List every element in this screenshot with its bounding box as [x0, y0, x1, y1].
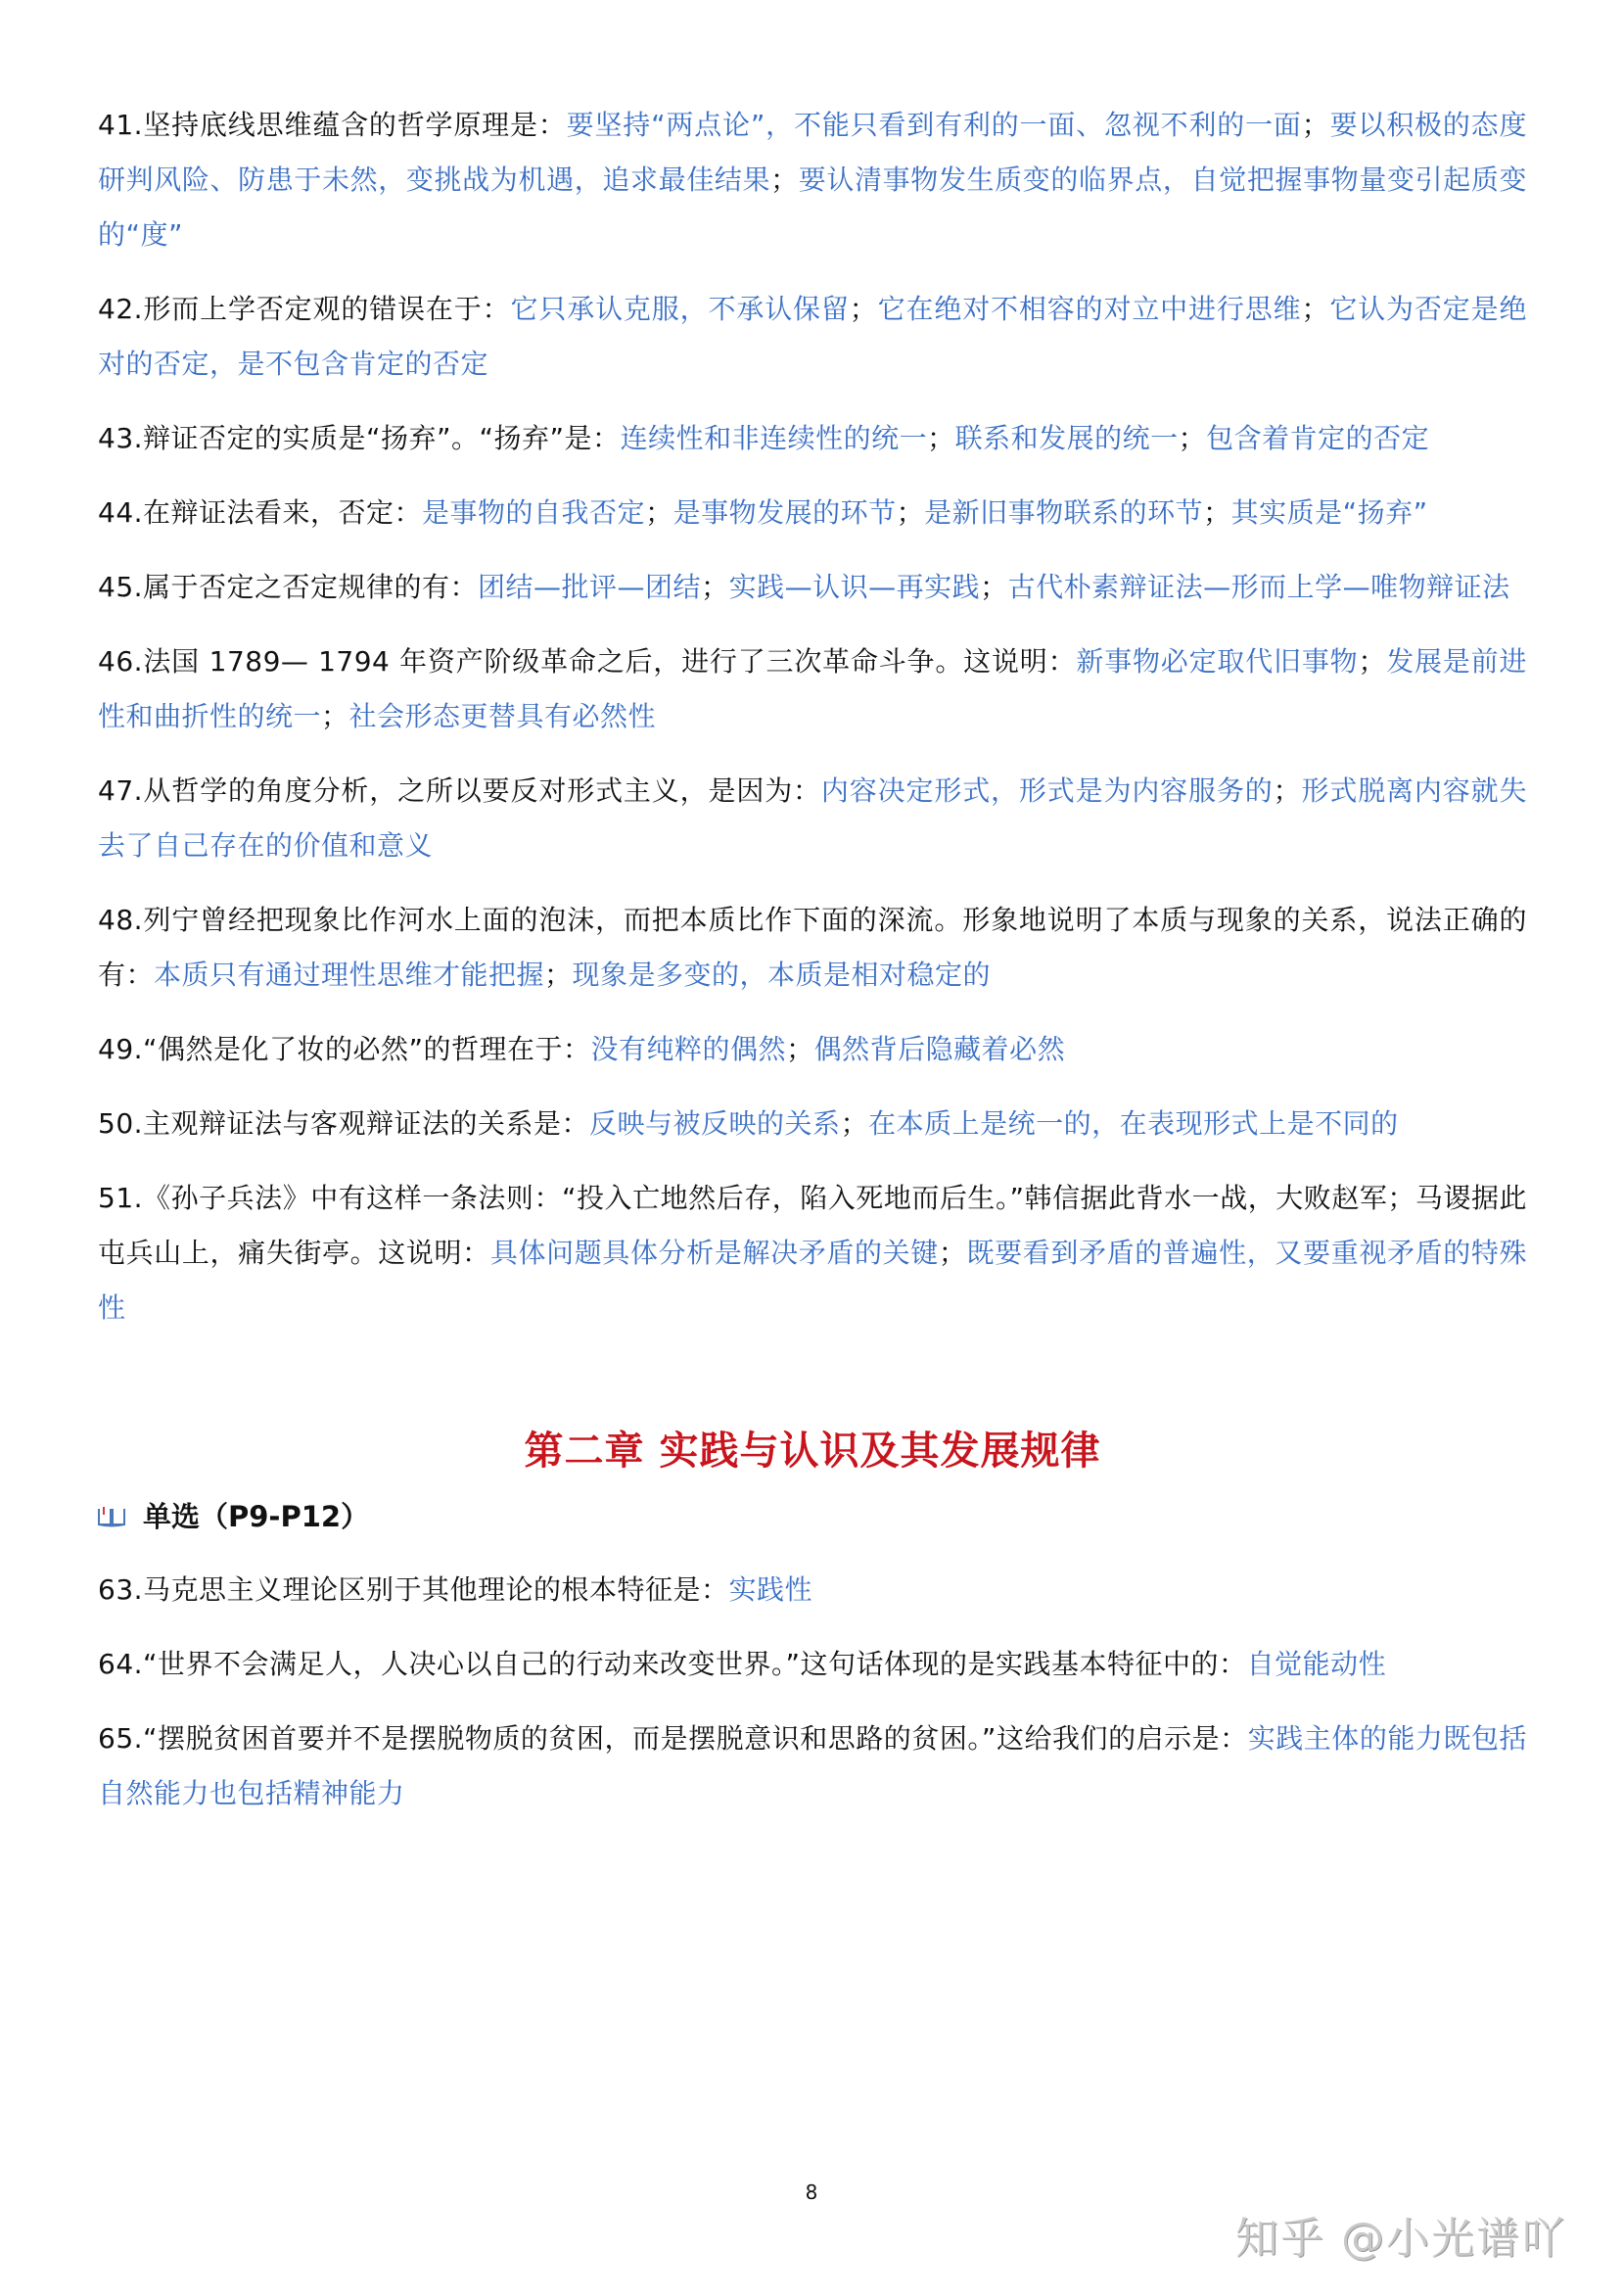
question-item	[98, 98, 1527, 262]
answer-text: 反映与被反映的关系	[589, 1107, 841, 1140]
question-text: 在辩证法看来，否定：	[143, 496, 423, 529]
question-number: 49.	[98, 1033, 144, 1065]
question-number: 64.	[98, 1648, 144, 1680]
question-number: 46.	[98, 645, 144, 678]
question-number: 42.	[98, 293, 144, 325]
answer-text: 包含着肯定的否定	[1206, 422, 1430, 454]
answer-text: 实践—认识—再实践	[728, 571, 981, 603]
question-item	[98, 486, 1527, 540]
document-page	[98, 98, 1527, 1841]
answer-separator: ；	[1203, 496, 1231, 529]
question-text: 从哲学的角度分析，之所以要反对形式主义，是因为：	[143, 774, 821, 807]
answer-text: 要坚持“两点论”，不能只看到有利的一面、忽视不利的一面	[566, 109, 1302, 141]
question-text: 主观辩证法与客观辩证法的关系是：	[143, 1107, 590, 1140]
question-item	[98, 411, 1527, 466]
answer-separator: ；	[938, 1237, 967, 1269]
answer-separator: ；	[849, 293, 878, 325]
question-number: 65.	[98, 1722, 144, 1755]
answer-text: 社会形态更替具有必然性	[348, 700, 657, 732]
section-label: 单选（P9-P12）	[143, 1500, 370, 1533]
answer-text: 形式脱离内容就失去了自己存在的价值和意义	[98, 774, 1527, 862]
answer-text: 现象是多变的，本质是相对稳定的	[572, 959, 992, 991]
book-icon	[98, 1506, 125, 1525]
question-item	[98, 1022, 1527, 1077]
answer-text: 自觉能动性	[1246, 1648, 1387, 1680]
answer-text: 要认清事物发生质变的临界点，自觉把握事物量变引起质变的“度”	[98, 164, 1527, 251]
answer-separator: ；	[1358, 645, 1386, 678]
answer-text: 它只承认克服，不承认保留	[510, 293, 850, 325]
question-item	[98, 893, 1527, 1003]
section-header	[98, 1495, 1527, 1535]
answer-separator: ；	[1273, 774, 1302, 807]
answer-separator: ；	[1301, 109, 1330, 141]
question-text: 马克思主义理论区别于其他理论的根本特征是：	[143, 1573, 729, 1606]
answer-text: 具体问题具体分析是解决矛盾的关键	[489, 1237, 939, 1269]
question-list	[98, 98, 1527, 1335]
answer-separator: ；	[927, 422, 955, 454]
question-number: 63.	[98, 1573, 144, 1606]
answer-separator: ；	[786, 1033, 814, 1065]
question-item	[98, 634, 1527, 744]
question-text: 形而上学否定观的错误在于：	[143, 293, 511, 325]
question-item	[98, 282, 1527, 392]
page-number: 8	[805, 2180, 818, 2204]
question-number: 47.	[98, 774, 144, 807]
question-number: 43.	[98, 422, 144, 454]
answer-text: 发展是前进性和曲折性的统一	[98, 645, 1527, 732]
answer-text: 新事物必定取代旧事物	[1076, 645, 1359, 678]
answer-text: 它在绝对不相容的对立中进行思维	[877, 293, 1302, 325]
answer-text: 实践主体的能力既包括自然能力也包括精神能力	[98, 1722, 1527, 1809]
answer-text: 其实质是“扬弃”	[1230, 496, 1428, 529]
answer-separator: ；	[1178, 422, 1207, 454]
answer-text: 实践性	[728, 1573, 813, 1606]
answer-separator: ；	[645, 496, 673, 529]
question-item	[98, 1171, 1527, 1335]
chapter-title: 第二章 实践与认识及其发展规律	[524, 1429, 1101, 1474]
answer-separator: ；	[840, 1107, 869, 1140]
answer-separator: ；	[701, 571, 729, 603]
answer-text: 本质只有通过理性思维才能把握	[154, 959, 545, 991]
answer-text: 连续性和非连续性的统一	[620, 422, 928, 454]
answer-separator: ；	[896, 496, 925, 529]
answer-text: 要以积极的态度研判风险、防患于未然，变挑战为机遇，追求最佳结果	[98, 109, 1527, 196]
answer-separator: ；	[321, 700, 349, 732]
answer-separator: ；	[1301, 293, 1329, 325]
answer-text: 是事物的自我否定	[422, 496, 646, 529]
question-item	[98, 560, 1527, 615]
answer-text: 团结—批评—团结	[478, 571, 702, 603]
question-text: 法国 1789— 1794 年资产阶级革命之后，进行了三次革命斗争。这说明：	[143, 645, 1077, 678]
question-text: 辩证否定的实质是“扬弃”。“扬弃”是：	[143, 422, 621, 454]
question-text: 《孙子兵法》中有这样一条法则：“投入亡地然后存，陷入死地而后生。”韩信据此背水一战，大败赵军；马谡据此屯兵山上，痛失街亭。这说明：	[98, 1182, 1527, 1269]
question-item	[98, 1711, 1527, 1821]
answer-text: 在本质上是统一的，在表现形式上是不同的	[868, 1107, 1399, 1140]
question-number: 50.	[98, 1107, 144, 1140]
question-text: 列宁曾经把现象比作河水上面的泡沫，而把本质比作下面的深流。形象地说明了本质与现象的关系，说法正确的有：	[98, 904, 1527, 991]
answer-separator: ；	[544, 959, 573, 991]
question-number: 48.	[98, 904, 144, 936]
question-item	[98, 1097, 1527, 1151]
answer-text: 既要看到矛盾的普遍性，又要重视矛盾的特殊性	[98, 1237, 1527, 1324]
question-number: 51.	[98, 1182, 144, 1214]
question-number: 41.	[98, 109, 144, 141]
question-text: “摆脱贫困首要并不是摆脱物质的贫困，而是摆脱意识和思路的贫困。”这给我们的启示是：	[143, 1722, 1248, 1755]
question-item	[98, 1637, 1527, 1692]
question-item	[98, 764, 1527, 873]
question-text: 坚持底线思维蕴含的哲学原理是：	[143, 109, 567, 141]
question-number: 45.	[98, 571, 144, 603]
answer-text: 古代朴素辩证法—形而上学—唯物辩证法	[1007, 571, 1510, 603]
answer-separator: ；	[770, 164, 799, 196]
answer-text: 它认为否定是绝对的否定，是不包含肯定的否定	[98, 293, 1527, 380]
answer-text: 是新旧事物联系的环节	[924, 496, 1204, 529]
answer-text: 偶然背后隐藏着必然	[813, 1033, 1066, 1065]
chapter-question-list	[98, 1563, 1527, 1821]
question-text: “世界不会满足人，人决心以自己的行动来改变世界。”这句话体现的是实践基本特征中的：	[143, 1648, 1247, 1680]
question-number: 44.	[98, 496, 144, 529]
question-text: 属于否定之否定规律的有：	[143, 571, 479, 603]
question-text: “偶然是化了妆的必然”的哲理在于：	[143, 1033, 591, 1065]
question-item	[98, 1563, 1527, 1617]
answer-separator: ；	[980, 571, 1008, 603]
answer-text: 内容决定形式，形式是为内容服务的	[820, 774, 1274, 807]
answer-text: 没有纯粹的偶然	[590, 1033, 787, 1065]
answer-text: 联系和发展的统一	[954, 422, 1179, 454]
answer-text: 是事物发展的环节	[672, 496, 897, 529]
watermark: 知乎 @小光谱吖	[1235, 2214, 1566, 2264]
